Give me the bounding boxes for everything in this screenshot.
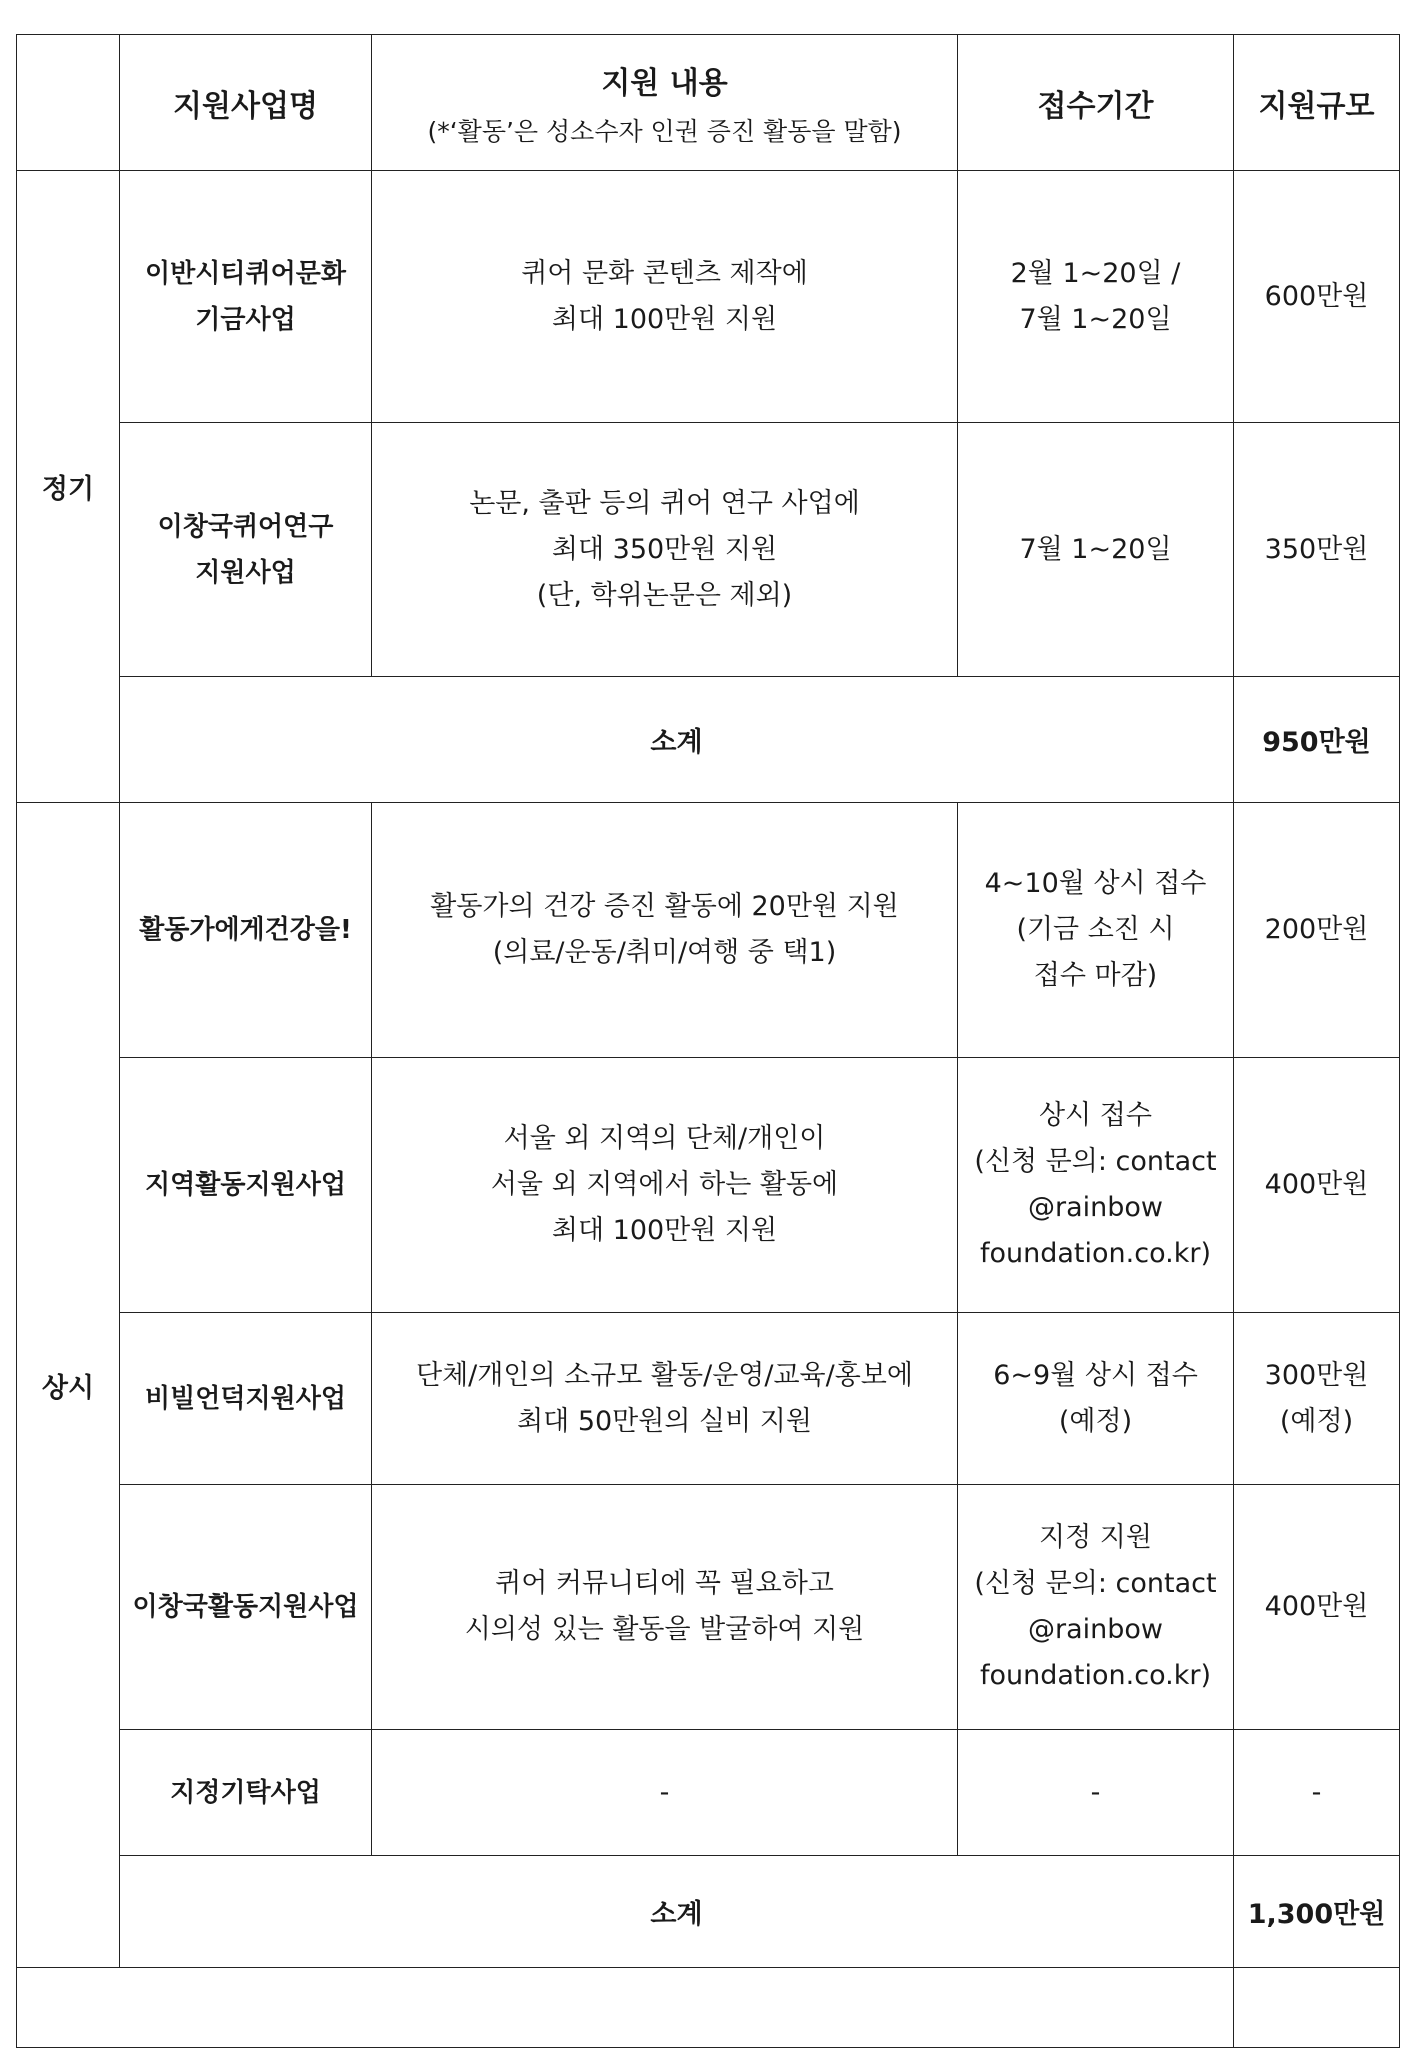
header-content-title: 지원 내용 <box>601 65 728 101</box>
header-program-name: 지원사업명 <box>120 35 372 171</box>
header-content <box>372 35 958 171</box>
table-row <box>17 1313 1400 1485</box>
table-row <box>17 1058 1400 1313</box>
program-content: 서울 외 지역의 단체/개인이 서울 외 지역에서 하는 활동에 최대 100만원 지원 <box>372 1058 958 1313</box>
subtotal-label: 소계 <box>120 1856 1234 1968</box>
program-content: 퀴어 문화 콘텐츠 제작에 최대 100만원 지원 <box>372 171 958 423</box>
category-regular: 정기 <box>17 171 120 803</box>
program-scale: 600만원 <box>1234 171 1400 423</box>
table-row <box>17 171 1400 423</box>
subtotal-label: 소계 <box>120 677 1234 803</box>
program-name: 지역활동지원사업 <box>120 1058 372 1313</box>
table-row <box>17 1730 1400 1856</box>
program-scale: 350만원 <box>1234 423 1400 677</box>
program-name: 활동가에게건강을! <box>120 803 372 1058</box>
program-name: 비빌언덕지원사업 <box>120 1313 372 1485</box>
header-category <box>17 35 120 171</box>
program-content: 활동가의 건강 증진 활동에 20만원 지원 (의료/운동/취미/여행 중 택1) <box>372 803 958 1058</box>
table-row <box>17 1485 1400 1730</box>
program-content: 단체/개인의 소규모 활동/운영/교육/홍보에 최대 50만원의 실비 지원 <box>372 1313 958 1485</box>
program-period: - <box>958 1730 1234 1856</box>
program-content: - <box>372 1730 958 1856</box>
program-scale: 400만원 <box>1234 1058 1400 1313</box>
program-name: 이창국활동지원사업 <box>120 1485 372 1730</box>
header-period: 접수기간 <box>958 35 1234 171</box>
program-name: 이창국퀴어연구 지원사업 <box>120 423 372 677</box>
header-scale: 지원규모 <box>1234 35 1400 171</box>
program-period: 7월 1~20일 <box>958 423 1234 677</box>
subtotal-amount: 950만원 <box>1234 677 1400 803</box>
program-period: 4~10월 상시 접수 (기금 소진 시 접수 마감) <box>958 803 1234 1058</box>
table-row-partial <box>17 1968 1400 2048</box>
subtotal-row <box>17 1856 1400 1968</box>
program-name: 이반시티퀴어문화 기금사업 <box>120 171 372 423</box>
program-scale: 200만원 <box>1234 803 1400 1058</box>
program-period: 상시 접수 (신청 문의: contact @rainbow foundation.co.kr) <box>958 1058 1234 1313</box>
program-scale: - <box>1234 1730 1400 1856</box>
program-period: 2월 1~20일 / 7월 1~20일 <box>958 171 1234 423</box>
program-content: 논문, 출판 등의 퀴어 연구 사업에 최대 350만원 지원 (단, 학위논문은 제외) <box>372 423 958 677</box>
header-content-note: (*‘활동’은 성소수자 인권 증진 활동을 말함) <box>427 116 902 146</box>
subtotal-row <box>17 677 1400 803</box>
program-content: 퀴어 커뮤니티에 꼭 필요하고 시의성 있는 활동을 발굴하여 지원 <box>372 1485 958 1730</box>
table-row <box>17 803 1400 1058</box>
program-name: 지정기탁사업 <box>120 1730 372 1856</box>
total-label-cell <box>17 1968 1234 2048</box>
header-row <box>17 35 1400 171</box>
program-scale: 400만원 <box>1234 1485 1400 1730</box>
program-period: 지정 지원 (신청 문의: contact @rainbow foundation.co.kr) <box>958 1485 1234 1730</box>
program-period: 6~9월 상시 접수 (예정) <box>958 1313 1234 1485</box>
funding-programs-table <box>16 34 1400 2048</box>
program-scale: 300만원 (예정) <box>1234 1313 1400 1485</box>
category-ongoing: 상시 <box>17 803 120 1968</box>
subtotal-amount: 1,300만원 <box>1234 1856 1400 1968</box>
table-row <box>17 423 1400 677</box>
total-amount-cell <box>1234 1968 1400 2048</box>
